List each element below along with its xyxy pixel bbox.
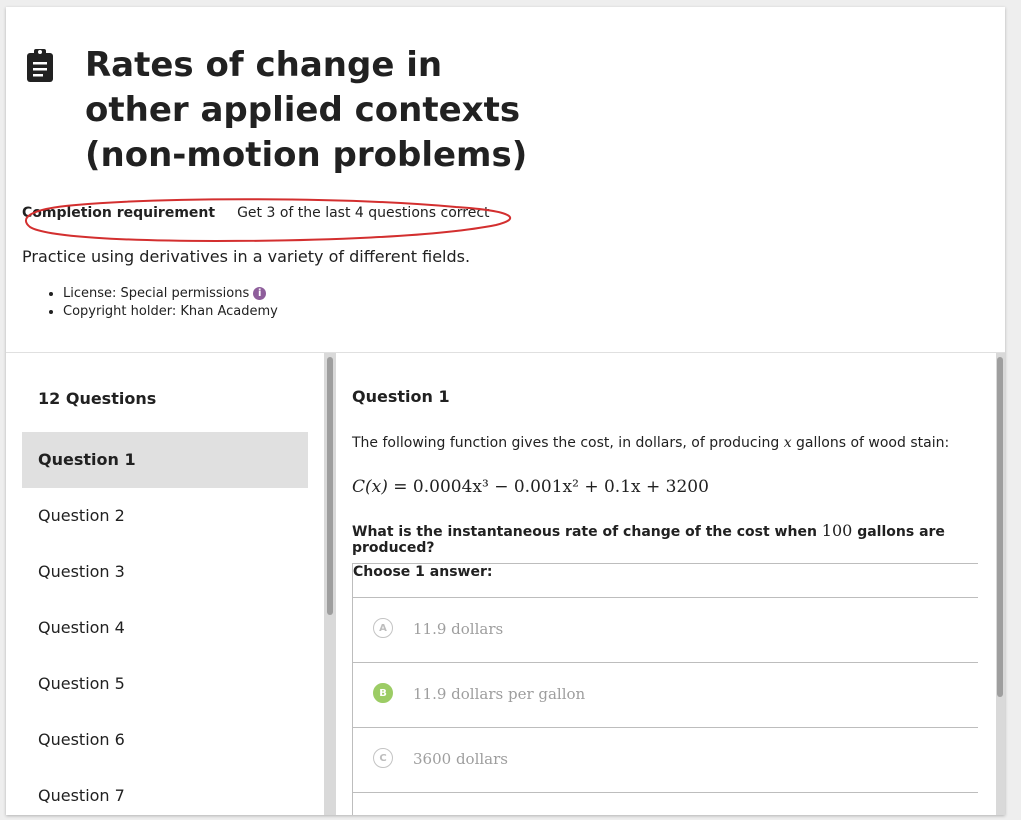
question-list-item-6[interactable]: [22, 712, 308, 768]
question-list-label: Question 1: [38, 450, 136, 469]
question-list-label: Question 5: [38, 674, 125, 693]
choice-text-b: 11.9 dollars per gallon: [413, 685, 586, 703]
question-list-label: Question 2: [38, 506, 125, 525]
prompt-after: gallons are produced?: [352, 524, 945, 556]
question-list-item-2[interactable]: [22, 488, 308, 544]
question-list-item-1[interactable]: [22, 432, 308, 488]
question-list-label: Question 6: [38, 730, 125, 749]
completion-label: Completion requirement: [22, 205, 216, 221]
choice-text-c: 3600 dollars: [413, 750, 508, 768]
question-list-scrollbar-thumb[interactable]: [327, 357, 333, 615]
formula-rhs: = 0.0004x³ − 0.001x² + 0.1x + 3200: [393, 477, 709, 497]
formula-lhs: C(x): [352, 477, 388, 497]
exercise-header: [6, 7, 1005, 352]
clipboard-assignment-icon: [25, 47, 55, 83]
page-title: Rates of change in other applied contexts (non-motion problems): [85, 45, 528, 175]
question-list-item-3[interactable]: [22, 544, 308, 600]
question-list-label: Question 3: [38, 562, 125, 581]
prompt-before: What is the instantaneous rate of change of the cost when: [352, 524, 822, 540]
choose-answer-label: Choose 1 answer:: [353, 564, 978, 598]
question-panel-scrollbar-thumb[interactable]: [997, 357, 1003, 697]
license-text: License: Special permissions: [63, 286, 250, 301]
answer-choice-b[interactable]: [353, 663, 978, 728]
prompt-number: 100: [821, 521, 853, 540]
question-prompt: [352, 521, 996, 556]
completion-value: Get 3 of the last 4 questions correct: [237, 205, 490, 221]
question-list-item-7[interactable]: [22, 768, 308, 815]
copyright-item: [63, 303, 278, 321]
completion-requirement: [22, 205, 490, 221]
question-panel: [336, 353, 996, 815]
info-icon[interactable]: i: [253, 287, 266, 300]
license-item: [63, 285, 278, 303]
question-title: Question 1: [352, 387, 450, 406]
answer-choice-a[interactable]: [353, 598, 978, 663]
choice-letter-c: C: [373, 748, 393, 768]
question-list-item-5[interactable]: [22, 656, 308, 712]
question-count: 12 Questions: [38, 389, 157, 408]
choice-letter-a: A: [373, 618, 393, 638]
question-list: [6, 353, 324, 815]
answer-choices: [352, 563, 978, 815]
question-list-label: Question 7: [38, 786, 125, 805]
exercise-card: [6, 7, 1005, 815]
answer-choice-c[interactable]: [353, 728, 978, 793]
answer-choice-d-partial[interactable]: [353, 793, 978, 815]
question-text-after: gallons of wood stain:: [791, 435, 950, 451]
choice-letter-b: B: [373, 683, 393, 703]
choice-text-a: 11.9 dollars: [413, 620, 504, 638]
cost-formula: [352, 477, 709, 497]
annotation-oval: [16, 191, 516, 251]
metadata-list: [49, 285, 278, 321]
question-list-label: Question 4: [38, 618, 125, 637]
question-variable: x: [783, 435, 792, 451]
question-list-item-4[interactable]: [22, 600, 308, 656]
exercise-description: Practice using derivatives in a variety of different fields.: [22, 247, 471, 266]
question-text: [352, 435, 949, 451]
copyright-text: Copyright holder: Khan Academy: [63, 304, 278, 319]
question-text-before: The following function gives the cost, in dollars, of producing: [352, 435, 784, 451]
